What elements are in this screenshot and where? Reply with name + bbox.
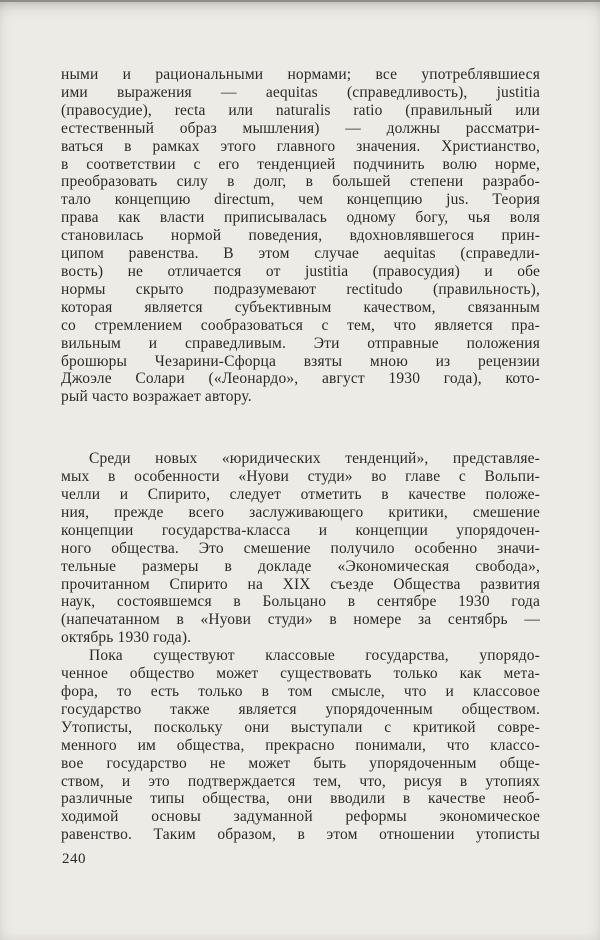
text-line: (напечатанном в «Нуови студи» в номере за сентябрь — [61, 611, 540, 629]
text-line: челли и Спирито, следует отметить в качестве положе- [61, 486, 540, 504]
text-line: вильным и справедливым. Эти отправные положения [61, 334, 540, 352]
text-line: концепции государства-класса и концепции упорядочен- [61, 521, 540, 539]
text-line: естественный образ мышления) — должны рассматри- [61, 119, 540, 137]
text-line: государство также является упорядоченным обществом. [61, 700, 540, 718]
text-line: тало концепцию directum, чем концепцию jus. Теория [61, 191, 540, 209]
text-line: ходимой основы задуманной реформы экономическое [61, 808, 540, 826]
text-line: права как власти приписывалась одному богу, чья воля [61, 209, 540, 227]
text-line: Утописты, поскольку они выступали с критикой совре- [61, 718, 540, 736]
text-line: в соответствии с его тенденцией подчинить волю норме, [61, 155, 540, 173]
page-text-column [61, 66, 540, 844]
text-line: рый часто возражает автору. [61, 388, 252, 406]
text-line: менного им общества, прекрасно понимали, что классо- [61, 736, 540, 754]
text-line: равенство. Таким образом, в этом отношении утописты [61, 826, 540, 844]
text-line: фора, то есть только в том смысле, что и классовое [61, 683, 540, 700]
paragraph [61, 450, 540, 647]
text-line: ного общества. Это смешение получило особенно значи- [61, 539, 540, 557]
text-line: октябрь 1930 года). [61, 629, 192, 647]
text-line: тельные размеры в докладе «Экономическая свобода», [61, 557, 540, 575]
text-line: вое государство не может быть упорядоченным обще- [61, 754, 540, 772]
text-line: становилась нормой поведения, вдохновлявшегося прин- [61, 227, 540, 245]
text-line: наук, состоявшемся в Больцано в сентябре 1930 года [61, 593, 540, 611]
text-line: брошюры Чезарини-Сфорца взяты мною из рецензии [61, 352, 540, 370]
text-line: мых в особенности «Нуови студи» во главе с Вольпи- [61, 468, 540, 486]
text-line: различные типы общества, они вводили в качестве необ- [61, 790, 540, 808]
text-line: со стремлением сообразоваться с тем, что является пра- [61, 316, 540, 334]
text-line: ципом равенства. В этом случае aequitas (справедли- [61, 245, 540, 263]
paragraph [61, 647, 540, 844]
paragraph [61, 66, 540, 406]
text-line: Пока существуют классовые государства, упорядо- [89, 647, 540, 665]
text-line: (правосудие), recta или naturalis ratio (правильный или [61, 101, 540, 119]
text-line: ченное общество может существовать только как мета- [61, 665, 540, 683]
text-line: преобразовать силу в долг, в большей степени разрабо- [61, 173, 540, 191]
text-line: Среди новых «юридических тенденций», представляе- [89, 450, 540, 468]
text-line: которая является субъективным качеством, связанным [61, 298, 540, 316]
text-line: Джоэле Солари («Леонардо», август 1930 года), кото- [61, 370, 540, 388]
text-line: ими выражения — aequitas (справедливость), justitia [61, 83, 540, 101]
text-line: вость) не отличается от justitia (правосудия) и обе [61, 262, 540, 280]
text-line: ваться в рамках этого главного значения. Христианство, [61, 137, 540, 155]
text-line: ными и рациональными нормами; все употреблявшиеся [61, 66, 540, 83]
text-line: ния, прежде всего заслуживающего критики, смешение [61, 503, 540, 521]
text-line: прочитанном Спирито на XIX съезде Общества развития [61, 575, 540, 593]
text-line: нормы скрыто подразумевают rectitudo (правильность), [61, 280, 540, 298]
scan-top-edge [0, 0, 600, 2]
page-number: 240 [62, 851, 86, 867]
text-line: ством, и это подтверждается тем, что, рисуя в утопиях [61, 772, 540, 790]
